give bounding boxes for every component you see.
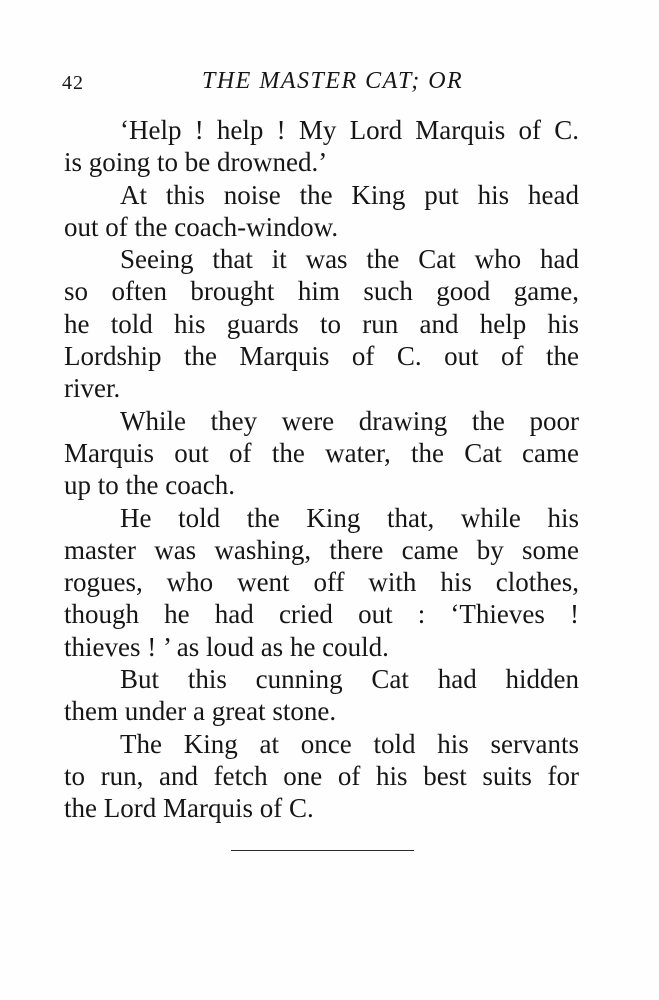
text-line: At this noise the King put his head — [120, 179, 579, 210]
text-line: so often brought him such good game, — [64, 276, 579, 307]
text-line: rogues, who went off with his clothes, — [64, 567, 579, 598]
text-line: Marquis out of the water, the Cat came — [64, 437, 579, 468]
text-line: to run, and fetch one of his best suits for — [64, 760, 579, 791]
text-line: He told the King that, while his — [120, 502, 579, 533]
text-line: up to the coach. — [64, 470, 235, 501]
text-line: But this cunning Cat had hidden — [120, 664, 579, 695]
text-line: out of the coach-window. — [64, 211, 339, 242]
running-head: THE MASTER CAT; OR — [202, 68, 464, 94]
text-line: ‘Help ! help ! My Lord Marquis of C. — [120, 115, 579, 145]
text-line: Seeing that it was the Cat who had — [120, 244, 579, 275]
page-header — [62, 68, 582, 100]
text-line: thieves ! ’ as loud as he could. — [64, 631, 389, 662]
text-line: the Lord Marquis of C. — [64, 793, 314, 824]
text-line: is going to be drowned.’ — [64, 147, 328, 178]
section-rule — [231, 850, 414, 851]
text-line: he told his guards to run and help his — [64, 308, 579, 339]
text-line: river. — [64, 373, 121, 404]
text-line: them under a great stone. — [64, 696, 337, 727]
text-line: though he had cried out : ‘Thieves ! — [64, 599, 579, 630]
text-line: While they were drawing the poor — [120, 405, 579, 436]
text-line: master was washing, there came by some — [64, 534, 579, 565]
text-line: The King at once told his servants — [120, 728, 579, 759]
text-line: Lordship the Marquis of C. out of the — [64, 341, 579, 372]
body-text — [64, 114, 579, 825]
page-number: 42 — [62, 72, 84, 94]
